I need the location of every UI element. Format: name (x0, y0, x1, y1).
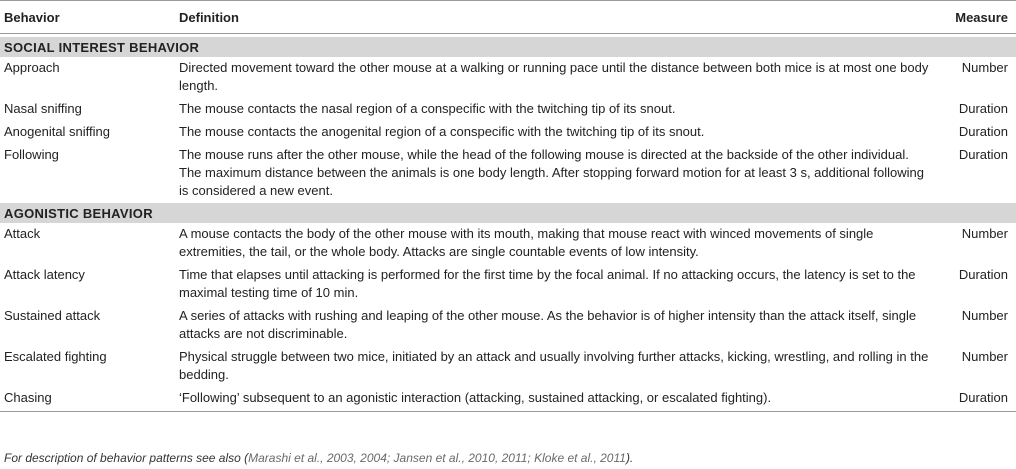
behavior-cell: Sustained attack (4, 308, 101, 323)
behavior-cell: Attack (4, 226, 41, 241)
footnote-suffix: ). (625, 451, 634, 465)
definition-cell: The mouse contacts the anogenital region of a conspecific with the twitching tip of its snout. (179, 124, 705, 139)
table-footnote (4, 451, 633, 465)
definition-cell: The mouse runs after the other mouse, while the head of the following mouse is directed at the backside of the other individual. The maximum distance between the animals is one body length. After stopping forward motion for at least 3 s, additional following is considered a new event. (179, 147, 925, 198)
measure-cell: Number (961, 349, 1008, 364)
table-row (0, 57, 1016, 98)
measure-cell: Number (961, 308, 1008, 323)
behavior-cell: Following (4, 147, 59, 162)
behavior-cell: Chasing (0, 387, 175, 412)
definition-cell: A mouse contacts the body of the other mouse with its mouth, making that mouse react with winced movements of single extremities, the tail, or the whole body. Attacks are single countable events of low intensity. (179, 226, 874, 259)
behavior-cell: Attack latency (4, 267, 85, 282)
behavior-cell: Anogenital sniffing (4, 124, 111, 139)
measure-cell: Duration (958, 101, 1008, 116)
measure-cell: Duration (958, 147, 1008, 162)
footnote-prefix: For description of behavior patterns see also ( (4, 451, 249, 465)
footnote-citations-link[interactable]: Marashi et al., 2003, 2004; Jansen et al., 2010, 2011; Kloke et al., 2011 (248, 451, 626, 465)
definition-cell: The mouse contacts the nasal region of a conspecific with the twitching tip of its snout. (179, 101, 676, 116)
section-title: AGONISTIC BEHAVIOR (0, 203, 1016, 223)
table-row (0, 121, 1016, 144)
table-row (0, 223, 1016, 264)
table-row (0, 144, 1016, 203)
section-header (0, 203, 1016, 223)
table-row (0, 264, 1016, 305)
table-row (0, 98, 1016, 121)
measure-cell: Duration (936, 387, 1016, 412)
measure-cell: Duration (958, 124, 1008, 139)
definition-cell: A series of attacks with rushing and leaping of the other mouse. As the behavior is of higher intensity than the attack itself, single attacks are not discriminable. (179, 308, 917, 341)
definition-cell: Physical struggle between two mice, initiated by an attack and usually involving further attacks, kicking, wrestling, and rolling in the bedding. (179, 349, 929, 382)
section-header (0, 37, 1016, 57)
definition-cell: Time that elapses until attacking is performed for the first time by the focal animal. If no attacking occurs, the latency is set to the maximal testing time of 10 min. (179, 267, 916, 300)
table-row (0, 387, 1016, 412)
measure-cell: Duration (958, 267, 1008, 282)
section-title: SOCIAL INTEREST BEHAVIOR (0, 37, 1016, 57)
table-row (0, 346, 1016, 387)
behavior-cell: Approach (4, 60, 60, 75)
definition-cell: Directed movement toward the other mouse at a walking or running pace until the distance between both mice is at most one body length. (179, 60, 929, 93)
table-row (0, 305, 1016, 346)
behavior-cell: Escalated fighting (4, 349, 107, 364)
definition-cell: ‘Following’ subsequent to an agonistic interaction (attacking, sustained attacking, or escalated fighting). (175, 387, 936, 412)
header-measure: Measure (936, 1, 1016, 34)
header-definition: Definition (175, 1, 936, 34)
behavior-cell: Nasal sniffing (4, 101, 82, 116)
table-header-row (0, 1, 1016, 34)
header-behavior: Behavior (0, 1, 175, 34)
measure-cell: Number (961, 60, 1008, 75)
measure-cell: Number (961, 226, 1008, 241)
